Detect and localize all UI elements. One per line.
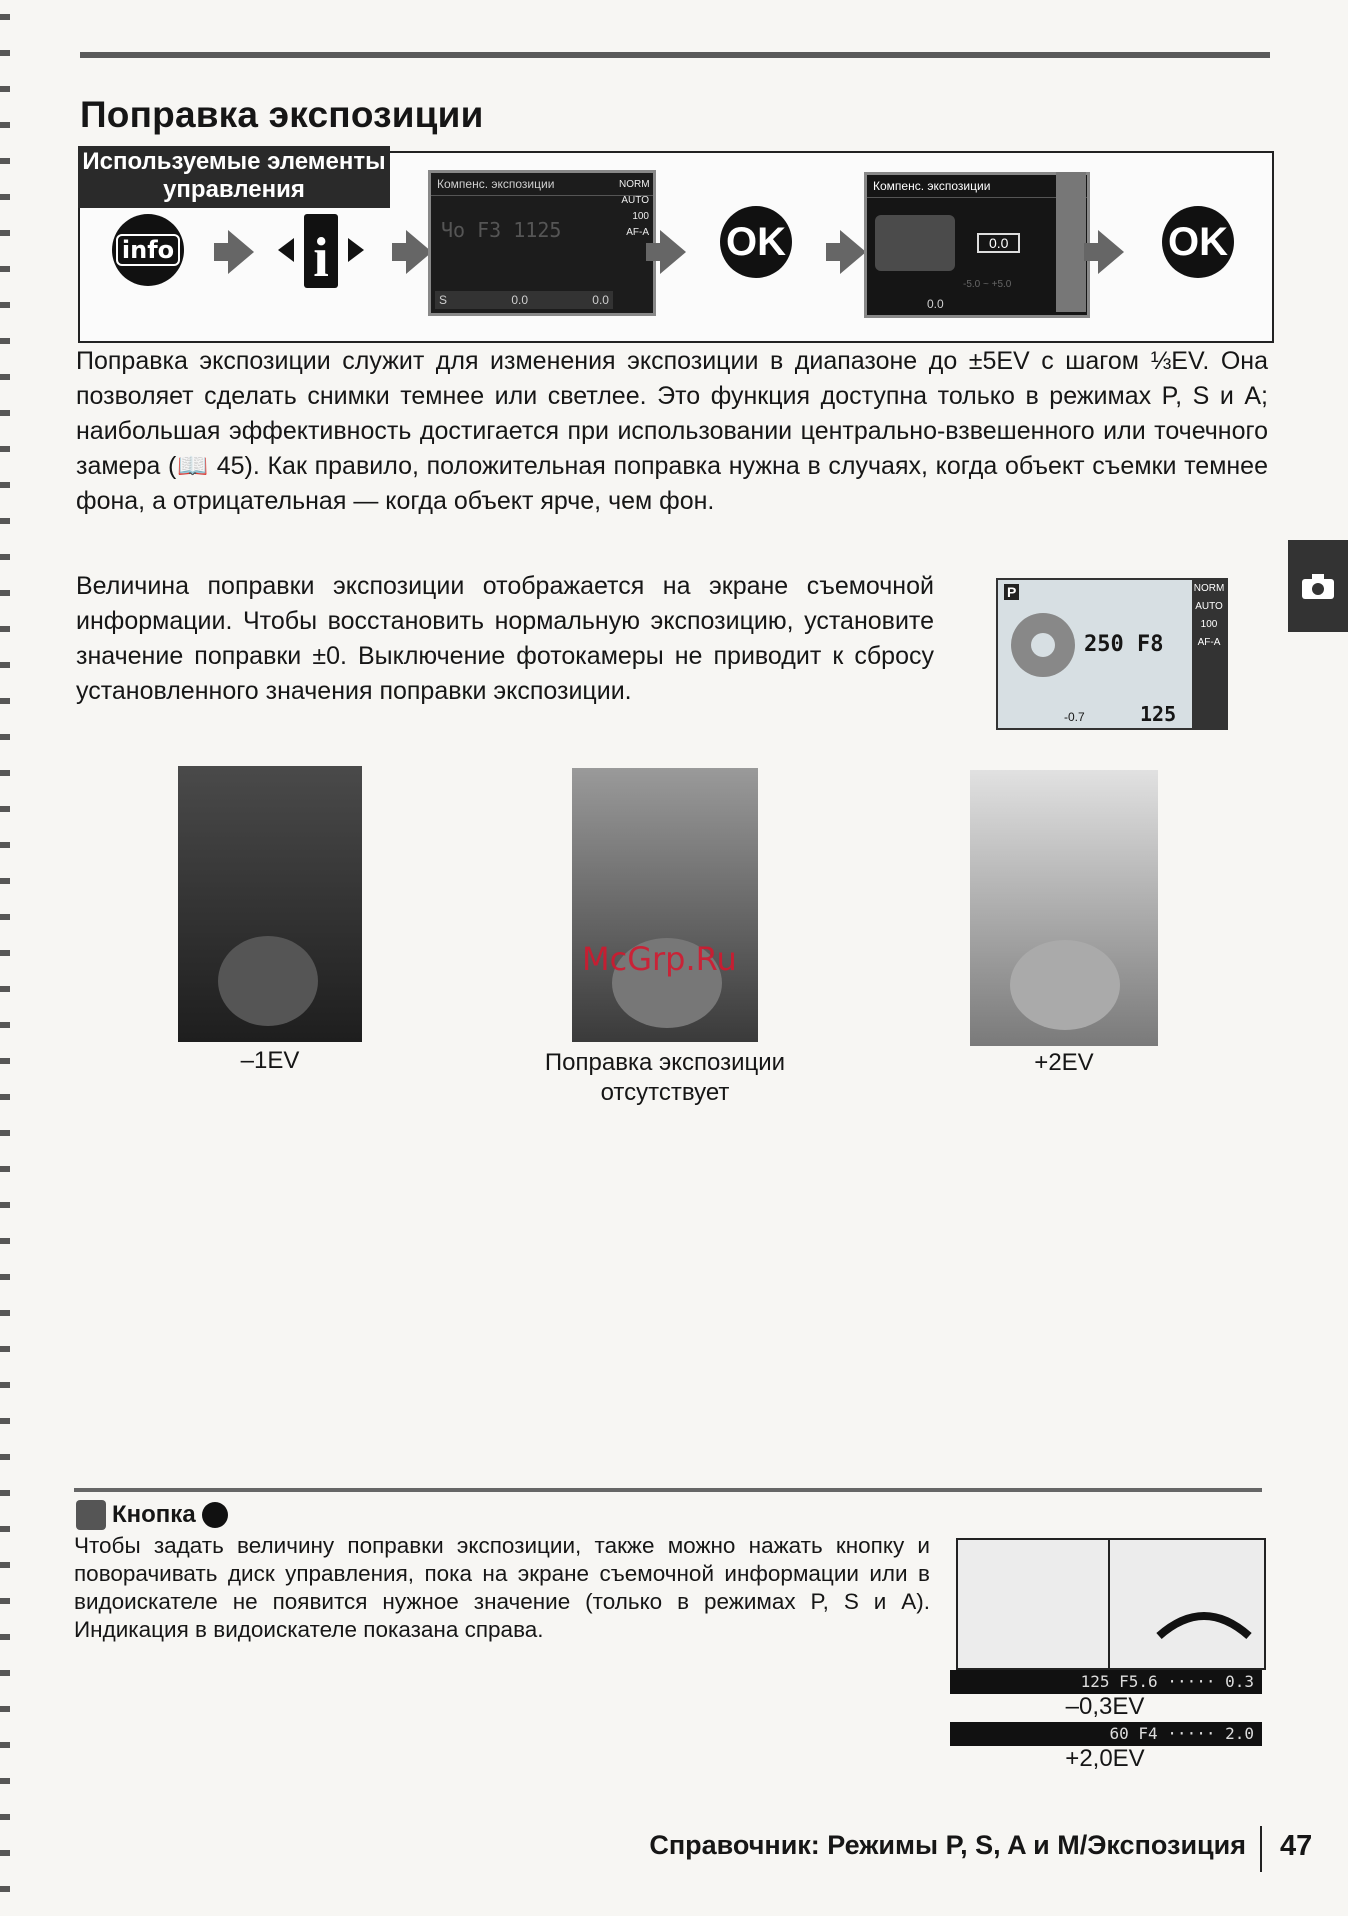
ok-button-icon: OK <box>720 206 792 278</box>
page-title: Поправка экспозиции <box>80 94 484 135</box>
note-title <box>76 1500 228 1530</box>
page-number: 47 <box>1280 1830 1313 1862</box>
controls-label: Используемые элементы управления <box>78 146 390 208</box>
magnifier-icon <box>76 1500 106 1530</box>
screen2-range: -5.0 ~ +5.0 <box>963 279 1012 290</box>
exposure-compensation-icon <box>202 1502 228 1528</box>
arrow-icon <box>228 230 254 274</box>
photo-minus-1ev <box>178 766 362 1042</box>
info-side-af: AF-A <box>1197 637 1221 648</box>
note-text: Чтобы задать величину поправки экспозиции, также можно нажать кнопку и поворачивать диск управления, пока на экране съемочной информации или в видоискателе не появится нужное значение (только в режимах P, S и A). Индикация в видоискателе показана справа. <box>74 1533 930 1642</box>
body-paragraph-2: Величина поправки экспозиции отображается на экране съемочной информации. Чтобы восстановить нормальную экспозицию, установите значение поправки ±0. Выключение фотокамеры не приводит к сбросу установленного значения поправки экспозиции. <box>76 572 934 705</box>
screen1-readout: Чо F3 1125 <box>441 218 562 242</box>
shooting-info-screen <box>996 578 1228 730</box>
photo-plus-2ev <box>970 770 1158 1046</box>
camera-section-tab <box>1288 540 1348 632</box>
top-rule <box>80 52 1270 58</box>
menu-screen-1 <box>428 170 656 316</box>
screen1-bottom-flash: 0.0 <box>592 293 609 307</box>
info-aperture: F8 <box>1137 632 1164 657</box>
info-count: 125 <box>1140 702 1177 726</box>
info-mode: P <box>1004 584 1019 600</box>
binding-edge <box>0 0 10 1916</box>
caption-minus-0-3ev: –0,3EV <box>1065 1693 1145 1720</box>
aperture-icon <box>1008 610 1078 680</box>
info-side-auto: AUTO <box>1195 601 1223 612</box>
info-side-iso: 100 <box>1200 619 1218 630</box>
i-button-label: i <box>313 227 329 289</box>
info-icon-label: info <box>116 234 180 266</box>
footer-separator <box>1260 1826 1262 1872</box>
photo-no-compensation <box>572 768 758 1042</box>
screen1-bottom-s: S <box>439 293 448 307</box>
caption-plus-2ev: +2EV <box>1034 1049 1094 1076</box>
screen1-title: Компенс. экспозиции <box>431 173 653 196</box>
camera-icon <box>1300 572 1336 600</box>
body-paragraph-1: Поправка экспозиции служит для изменения экспозиции в диапазоне до ±5EV с шагом ⅓EV. Она позволяет сделать снимки темнее или светлее. Это функция доступна только в режимах P, S и A; наибольшая эффективность достигается при использовании центрально-взвешенного или точечного замера (📖 45). Как правило, положительная поправка нужна в случаях, когда объект съемки темнее фона, а отрицательная — когда объект ярче, чем фон. <box>76 347 1268 515</box>
info-shutter: 250 <box>1084 632 1124 657</box>
caption-minus-1ev: –1EV <box>240 1047 300 1074</box>
note-rule <box>74 1488 1262 1492</box>
screen1-side-iso: 100 <box>632 211 649 222</box>
camera-body-illustration <box>956 1538 1266 1670</box>
ok-button-icon: OK <box>1162 206 1234 278</box>
watermark: McGrp.Ru <box>582 940 737 978</box>
multi-selector-icon <box>276 210 366 290</box>
note-title-text: Кнопка <box>112 1501 196 1528</box>
viewfinder-plus-2-0: 60 F4 ····· 2.0 <box>950 1722 1262 1746</box>
screen2-value: 0.0 <box>977 233 1020 253</box>
viewfinder-minus-0-3: 125 F5.6 ····· 0.3 <box>950 1670 1262 1694</box>
info-button-icon <box>112 214 184 286</box>
arrow-icon <box>660 230 686 274</box>
screen2-title: Компенс. экспозиции <box>867 175 1087 198</box>
caption-plus-2-0ev: +2,0EV <box>1065 1745 1145 1772</box>
arrow-icon <box>1098 230 1124 274</box>
footer-section-title: Справочник: Режимы P, S, A и M/Экспозиция <box>649 1830 1246 1860</box>
arrow-icon <box>840 230 866 274</box>
screen1-side-af: AF-A <box>626 227 649 238</box>
caption-no-compensation: Поправка экспозиции отсутствует <box>544 1049 786 1106</box>
screen1-side-norm: NORM <box>619 179 650 190</box>
info-side-norm: NORM <box>1193 583 1225 594</box>
command-dial-arrow-icon <box>1154 1596 1254 1656</box>
screen1-bottom-ev: 0.0 <box>511 293 528 307</box>
screen2-bottom: 0.0 <box>927 297 944 311</box>
screen1-side-auto: AUTO <box>621 195 649 206</box>
screen2-preview-image <box>875 215 955 271</box>
screen2-side-panel <box>1056 172 1086 312</box>
info-ev: -0.7 <box>1064 710 1085 724</box>
